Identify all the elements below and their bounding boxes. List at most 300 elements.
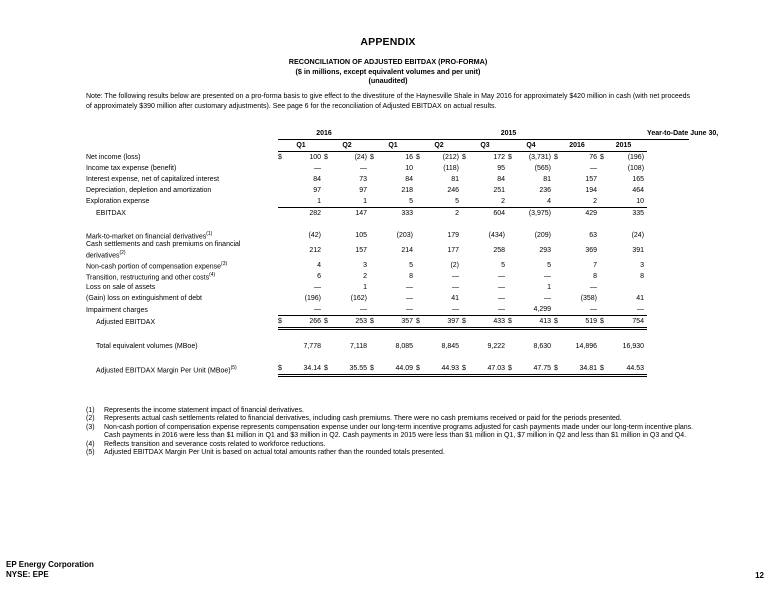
table-cell: 4 [518, 196, 554, 208]
table-cell: 10 [405, 165, 414, 172]
row-spacer [86, 352, 689, 363]
table-cell: — [590, 165, 598, 172]
table-row [86, 152, 689, 164]
table-cell: (358) [580, 295, 598, 303]
cell-spacer [416, 304, 426, 316]
column-header-row [86, 140, 689, 152]
cell-spacer [416, 271, 426, 282]
cell-spacer [278, 230, 288, 241]
period-group-header: 2016 [278, 128, 370, 140]
table-cell: 251 [493, 187, 506, 194]
table-cell: (565) [534, 165, 552, 172]
cell-spacer [508, 260, 518, 271]
table-cell: 41 [451, 295, 460, 303]
footnote-text: Adjusted EBITDAX Margin Per Unit is based on actual total amounts rather than the rounded totals presented. [104, 449, 445, 457]
table-cell: 84 [405, 176, 414, 183]
row-label-text: Interest expense, net of capitalized interest [86, 176, 220, 183]
cell-spacer [370, 230, 380, 241]
row-label-text: Total equivalent volumes (MBoe) [96, 343, 198, 351]
table-row [86, 341, 689, 352]
table-cell: 47.75 [518, 363, 554, 376]
cell-spacer [600, 196, 610, 208]
table-cell: (212) [442, 154, 460, 161]
cell-spacer [416, 208, 426, 220]
cell-spacer [416, 163, 426, 174]
table-cell: (2) [450, 262, 460, 270]
table-cell: (118) [443, 165, 460, 172]
column-header: 2015 [600, 140, 647, 152]
currency-symbol: $ [324, 316, 334, 329]
table-cell: 258 [493, 247, 506, 255]
table-cell: — [360, 165, 368, 172]
table-cell: 4,299 [518, 304, 554, 316]
table-cell: 253 [334, 316, 370, 329]
cell-spacer [324, 304, 334, 316]
table-cell: 73 [359, 176, 368, 183]
footnote-number: (3) [86, 423, 95, 431]
currency-symbol: $ [508, 363, 518, 376]
table-cell: (203) [396, 232, 414, 239]
cell-spacer [324, 293, 334, 304]
table-row [86, 241, 689, 260]
cell-spacer [370, 271, 380, 282]
currency-symbol: $ [600, 316, 610, 329]
row-label [86, 271, 278, 282]
cell-spacer [462, 174, 472, 185]
table-row [86, 304, 689, 316]
cell-spacer [508, 271, 518, 282]
currency-symbol: $ [324, 154, 328, 161]
table-cell: 8 [409, 273, 414, 281]
cell-spacer [600, 271, 610, 282]
table-cell: — [452, 273, 460, 281]
cell-spacer [554, 341, 564, 352]
table-cell: (162) [350, 295, 368, 303]
period-group-header: 2015 [370, 128, 647, 140]
table-cell: 2 [363, 273, 368, 281]
table-cell: 429 [585, 210, 598, 217]
table-cell: 172 [493, 154, 506, 161]
cell-spacer [324, 185, 334, 196]
cell-spacer [370, 208, 380, 220]
table-cell: 179 [447, 232, 460, 239]
cell-spacer [462, 341, 472, 352]
row-label-text: Cash settlements and cash premiums on financial derivatives [86, 241, 241, 260]
table-cell: 236 [539, 187, 552, 194]
table-row [86, 271, 689, 282]
table-row [86, 260, 689, 271]
cell-spacer [278, 196, 288, 208]
table-cell: — [380, 304, 416, 316]
cell-spacer [600, 282, 610, 293]
cell-spacer [278, 185, 288, 196]
table-cell: 369 [585, 247, 598, 255]
cell-spacer [508, 163, 518, 174]
cell-spacer [508, 174, 518, 185]
subtitle-line-1: RECONCILIATION OF ADJUSTED EBITDAX (PRO-FORMA) [288, 57, 488, 66]
row-label-text: Adjusted EBITDAX Margin Per Unit (MBoe) [96, 367, 231, 375]
table-cell: 165 [632, 176, 645, 183]
spacer-cell [86, 329, 647, 342]
page-number: 12 [755, 571, 764, 580]
cell-spacer [554, 174, 564, 185]
table-cell: 8,845 [441, 343, 460, 351]
row-spacer [86, 329, 689, 342]
cell-spacer [462, 241, 472, 260]
table-cell: 519 [564, 316, 600, 329]
footnote-number: (5) [86, 449, 95, 457]
footnote-number: (4) [86, 440, 95, 448]
table-cell: — [288, 304, 324, 316]
table-cell: 1 [363, 284, 368, 292]
table-row [86, 208, 689, 220]
table-cell: 81 [543, 176, 552, 183]
cell-spacer [324, 196, 334, 208]
currency-symbol: $ [324, 363, 334, 376]
table-cell: 105 [355, 232, 368, 239]
table-subtitle [0, 57, 776, 86]
table-cell: (434) [488, 232, 506, 239]
table-cell: 282 [309, 210, 321, 217]
table-cell: 2 [455, 210, 460, 217]
footnote [86, 441, 696, 449]
row-label [86, 163, 278, 174]
currency-symbol: $ [508, 154, 512, 161]
table-cell: 7,118 [350, 343, 368, 351]
footnote-ref: (1) [206, 230, 213, 237]
cell-spacer [416, 293, 426, 304]
table-row [86, 163, 689, 174]
table-cell: 2 [472, 196, 508, 208]
cell-spacer [324, 241, 334, 260]
table-cell: (108) [627, 165, 645, 172]
currency-symbol: $ [370, 316, 380, 329]
table-cell: 1 [334, 196, 370, 208]
subtitle-line-3: (unaudited) [368, 76, 408, 85]
table-cell: 95 [497, 165, 506, 172]
currency-symbol: $ [278, 316, 288, 329]
row-label [86, 196, 278, 208]
cell-spacer [278, 241, 288, 260]
cell-spacer [370, 185, 380, 196]
row-label [86, 208, 278, 220]
cell-spacer [462, 293, 472, 304]
cell-spacer [278, 271, 288, 282]
table-cell: 212 [309, 247, 321, 255]
table-cell: 5 [547, 262, 552, 270]
table-cell: 16 [405, 154, 414, 161]
cell-spacer [278, 282, 288, 293]
page-title: APPENDIX [360, 36, 416, 48]
table-cell: (42) [308, 232, 321, 239]
table-cell: 397 [426, 316, 462, 329]
cell-spacer [600, 208, 610, 220]
table-cell: 6 [317, 273, 321, 281]
currency-symbol: $ [416, 363, 426, 376]
table-cell: 8,630 [533, 343, 552, 351]
cell-spacer [324, 208, 334, 220]
table-cell: 8 [593, 273, 598, 281]
currency-symbol: $ [462, 316, 472, 329]
table-cell: — [452, 284, 460, 292]
cell-spacer [278, 208, 288, 220]
currency-symbol: $ [600, 363, 610, 376]
currency-symbol: $ [462, 363, 472, 376]
table-row [86, 293, 689, 304]
table-row [86, 185, 689, 196]
cell-spacer [554, 185, 564, 196]
row-label-text: Mark-to-market on financial derivatives [86, 233, 207, 241]
row-label [86, 282, 278, 293]
cell-spacer [416, 282, 426, 293]
cell-spacer [554, 230, 564, 241]
row-label-text: Loss on sale of assets [86, 284, 156, 292]
table-cell: 8 [640, 273, 645, 281]
cell-spacer [462, 208, 472, 220]
reconciliation-table [86, 128, 719, 377]
cell-spacer [370, 304, 380, 316]
cell-spacer [600, 260, 610, 271]
company-name: EP Energy Corporation [6, 560, 94, 569]
cell-spacer [462, 282, 472, 293]
cell-spacer [508, 341, 518, 352]
cell-spacer [554, 293, 564, 304]
row-label-text: Impairment charges [86, 306, 148, 314]
table-cell: 266 [288, 316, 324, 329]
table-cell: 44.09 [380, 363, 416, 376]
row-label [86, 293, 278, 304]
table-cell: 293 [539, 247, 552, 255]
cell-spacer [554, 282, 564, 293]
cell-spacer [554, 304, 564, 316]
cell-spacer [370, 341, 380, 352]
table-cell: — [564, 304, 600, 316]
table-cell: 604 [493, 210, 506, 217]
column-header: Q3 [462, 140, 508, 152]
cell-spacer [508, 282, 518, 293]
table-cell: (24) [354, 154, 368, 161]
table-cell: 1 [547, 284, 552, 292]
table-cell: 3 [363, 262, 368, 270]
cell-spacer [324, 271, 334, 282]
table-cell: 754 [610, 316, 647, 329]
cell-spacer [462, 260, 472, 271]
cell-spacer [416, 185, 426, 196]
header-blank [86, 128, 278, 140]
table-row [86, 316, 689, 329]
table-cell: (3,731) [528, 154, 552, 161]
cell-spacer [278, 341, 288, 352]
cell-spacer [370, 174, 380, 185]
cell-spacer [554, 163, 564, 174]
table-cell: — [498, 284, 506, 292]
table-cell: 4 [317, 262, 321, 270]
currency-symbol: $ [416, 316, 426, 329]
table-cell: 34.14 [288, 363, 324, 376]
footnote [86, 424, 696, 441]
footnote [86, 449, 696, 457]
table-cell [610, 282, 647, 293]
cell-spacer [462, 304, 472, 316]
cell-spacer [508, 230, 518, 241]
period-group-header: Year-to-Date June 30, [647, 128, 689, 140]
column-header: Q1 [370, 140, 416, 152]
cell-spacer [324, 282, 334, 293]
cell-spacer [554, 271, 564, 282]
cell-spacer [600, 241, 610, 260]
cell-spacer [508, 293, 518, 304]
footnote-number: (2) [86, 415, 95, 423]
column-header: Q2 [416, 140, 462, 152]
cell-spacer [600, 163, 610, 174]
table-row [86, 174, 689, 185]
cell-spacer [278, 163, 288, 174]
currency-symbol: $ [554, 316, 564, 329]
table-cell: — [406, 284, 414, 292]
cell-spacer [324, 174, 334, 185]
table-cell: 44.53 [610, 363, 647, 376]
table-cell: 100 [309, 154, 321, 161]
cell-spacer [508, 304, 518, 316]
cell-spacer [416, 174, 426, 185]
table-cell: 14,896 [575, 343, 598, 351]
table-cell: 35.55 [334, 363, 370, 376]
table-cell: 357 [380, 316, 416, 329]
table-cell: — [472, 304, 508, 316]
cell-spacer [324, 341, 334, 352]
table-cell: 44.93 [426, 363, 462, 376]
cell-spacer [462, 185, 472, 196]
cell-spacer [600, 304, 610, 316]
cell-spacer [370, 282, 380, 293]
table-cell: 84 [497, 176, 506, 183]
table-cell: 34.81 [564, 363, 600, 376]
row-label [86, 316, 278, 329]
footnote-ref: (2) [119, 250, 126, 256]
currency-symbol: $ [600, 154, 604, 161]
column-header: Q2 [324, 140, 370, 152]
currency-symbol: $ [508, 316, 518, 329]
currency-symbol: $ [416, 154, 420, 161]
table-cell: 177 [447, 247, 460, 255]
spacer-cell [86, 219, 647, 230]
row-label [86, 260, 278, 271]
table-cell: — [610, 304, 647, 316]
footnote-number: (1) [86, 407, 95, 414]
row-label-text: Transition, restructuring and other costs [86, 274, 210, 282]
table-cell: 97 [313, 187, 321, 194]
table-cell: 413 [518, 316, 554, 329]
column-header: 2016 [554, 140, 600, 152]
pro-forma-note: Note: The following results below are presented on a pro-forma basis to give effect to the divestiture of the Haynesville Shale in May 2016 for approximately $420 million in cash (with net proceeds of approximately $390 million after customary adjustments). See page 6 for the reconciliation of Adjusted EBITDAX on actual results. [86, 93, 691, 110]
table-cell: 16,930 [622, 343, 645, 351]
cell-spacer [508, 196, 518, 208]
currency-symbol: $ [554, 363, 564, 376]
cell-spacer [508, 241, 518, 260]
cell-spacer [324, 260, 334, 271]
cell-spacer [600, 341, 610, 352]
row-spacer [86, 219, 689, 230]
cell-spacer [600, 185, 610, 196]
cell-spacer [462, 163, 472, 174]
table-cell: 2 [564, 196, 600, 208]
cell-spacer [462, 230, 472, 241]
table-cell: 433 [472, 316, 508, 329]
table-cell: — [590, 284, 598, 292]
row-label [86, 241, 278, 260]
table-cell: 7 [593, 262, 598, 270]
cell-spacer [508, 208, 518, 220]
table-cell: 464 [632, 187, 645, 194]
row-label-text: Depreciation, depletion and amortization [86, 187, 212, 194]
table-cell: 157 [585, 176, 598, 183]
currency-symbol: $ [370, 154, 374, 161]
row-label [86, 341, 278, 352]
table-row [86, 230, 689, 241]
row-label-text: (Gain) loss on extinguishment of debt [86, 295, 202, 303]
cell-spacer [600, 230, 610, 241]
row-label-text: Non-cash portion of compensation expense [86, 263, 222, 271]
cell-spacer [324, 163, 334, 174]
row-label-text: Net income (loss) [86, 153, 141, 161]
ticker: NYSE: EPE [6, 570, 49, 579]
header-blank [86, 140, 278, 152]
table-cell: 218 [401, 187, 414, 194]
table-cell: (196) [627, 154, 645, 161]
cell-spacer [416, 241, 426, 260]
table-cell: 194 [585, 187, 598, 194]
table-cell: 147 [355, 210, 368, 217]
table-cell: 333 [401, 210, 414, 217]
row-label [86, 230, 278, 241]
row-label [86, 174, 278, 185]
table-cell: 8,085 [395, 343, 414, 351]
cell-spacer [370, 260, 380, 271]
row-label [86, 363, 278, 376]
table-cell: 7,778 [303, 343, 321, 351]
table-cell: 97 [359, 187, 368, 194]
table-cell: — [544, 273, 552, 281]
table-cell: — [334, 304, 370, 316]
period-group-row [86, 128, 689, 140]
footnote [86, 415, 696, 423]
currency-symbol: $ [370, 363, 380, 376]
row-label [86, 304, 278, 316]
table-cell: 47.03 [472, 363, 508, 376]
subtitle-line-2: ($ in millions, except equivalent volumes and per unit) [295, 66, 481, 76]
table-cell: — [426, 304, 462, 316]
table-cell: — [314, 165, 321, 172]
footnote-ref: (4) [209, 272, 216, 279]
table-cell: 214 [401, 247, 414, 255]
table-cell: 41 [636, 295, 645, 303]
cell-spacer [508, 185, 518, 196]
table-cell: 76 [589, 154, 598, 161]
cell-spacer [554, 241, 564, 260]
currency-symbol: $ [278, 363, 288, 376]
cell-spacer [278, 304, 288, 316]
table-cell: 9,222 [487, 343, 506, 351]
row-label [86, 152, 278, 164]
column-header: Q4 [508, 140, 554, 152]
row-label-text: Income tax expense (benefit) [86, 165, 177, 172]
table-cell: 10 [610, 196, 647, 208]
table-cell: — [544, 295, 552, 303]
table-cell: (24) [631, 232, 645, 239]
table-cell: (3,975) [528, 210, 552, 217]
cell-spacer [278, 260, 288, 271]
table-cell: 5 [501, 262, 506, 270]
